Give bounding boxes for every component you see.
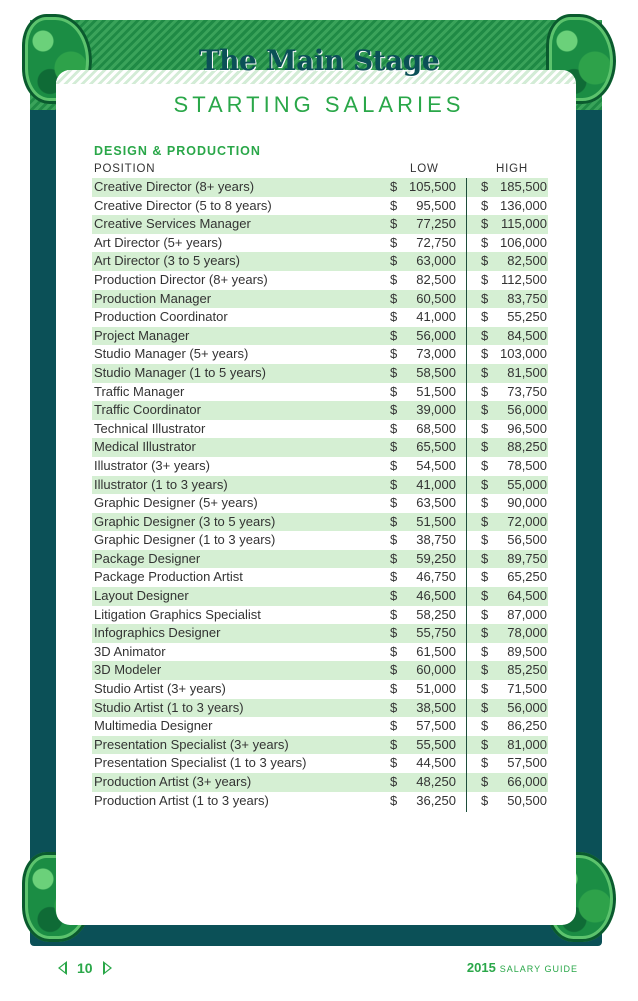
high-amount: 65,250 — [507, 569, 547, 585]
currency-symbol: $ — [390, 476, 398, 492]
position-cell: Medical Illustrator — [94, 439, 196, 455]
high-amount: 89,500 — [507, 643, 547, 659]
currency-symbol: $ — [481, 606, 489, 622]
currency-symbol: $ — [481, 364, 489, 380]
high-amount: 83,750 — [507, 290, 547, 306]
currency-symbol: $ — [481, 513, 489, 529]
position-cell: Technical Illustrator — [94, 420, 206, 436]
low-amount: 46,750 — [416, 569, 456, 585]
section-title: DESIGN & PRODUCTION — [94, 144, 261, 158]
page-navigation — [58, 958, 112, 978]
currency-symbol: $ — [481, 476, 489, 492]
low-amount: 39,000 — [416, 402, 456, 418]
table-row — [92, 550, 548, 569]
low-amount: 77,250 — [416, 216, 456, 232]
low-amount: 55,500 — [416, 736, 456, 752]
low-amount: 65,500 — [416, 439, 456, 455]
table-row — [92, 643, 548, 662]
position-cell: 3D Animator — [94, 643, 166, 659]
high-amount: 78,500 — [507, 457, 547, 473]
currency-symbol: $ — [390, 625, 398, 641]
position-cell: Traffic Manager — [94, 383, 185, 399]
currency-symbol: $ — [390, 457, 398, 473]
high-amount: 82,500 — [507, 253, 547, 269]
low-amount: 72,750 — [416, 234, 456, 250]
table-row — [92, 699, 548, 718]
position-cell: Traffic Coordinator — [94, 402, 201, 418]
high-amount: 55,250 — [507, 309, 547, 325]
low-amount: 58,250 — [416, 606, 456, 622]
high-amount: 55,000 — [507, 476, 547, 492]
position-cell: Litigation Graphics Specialist — [94, 606, 261, 622]
table-row — [92, 271, 548, 290]
high-amount: 81,500 — [507, 364, 547, 380]
low-amount: 82,500 — [416, 271, 456, 287]
low-amount: 38,750 — [416, 532, 456, 548]
position-cell: Multimedia Designer — [94, 718, 213, 734]
low-amount: 59,250 — [416, 550, 456, 566]
currency-symbol: $ — [481, 681, 489, 697]
position-cell: Creative Services Manager — [94, 216, 251, 232]
high-amount: 57,500 — [507, 755, 547, 771]
table-row — [92, 792, 548, 811]
position-cell: Project Manager — [94, 327, 190, 343]
position-cell: Studio Manager (5+ years) — [94, 346, 249, 362]
position-cell: Production Director (8+ years) — [94, 271, 268, 287]
table-row — [92, 736, 548, 755]
high-amount: 112,500 — [500, 271, 547, 287]
position-cell: Illustrator (1 to 3 years) — [94, 476, 228, 492]
table-row — [92, 234, 548, 253]
position-cell: Art Director (3 to 5 years) — [94, 253, 240, 269]
table-row — [92, 420, 548, 439]
low-amount: 41,000 — [416, 309, 456, 325]
high-amount: 85,250 — [507, 662, 547, 678]
currency-symbol: $ — [390, 569, 398, 585]
high-amount: 115,000 — [500, 216, 547, 232]
table-row — [92, 327, 548, 346]
table-row — [92, 513, 548, 532]
guide-name: SALARY GUIDE — [499, 964, 578, 974]
currency-symbol: $ — [390, 439, 398, 455]
low-amount: 54,500 — [416, 457, 456, 473]
currency-symbol: $ — [390, 718, 398, 734]
low-amount: 44,500 — [416, 755, 456, 771]
position-cell: Studio Manager (1 to 5 years) — [94, 364, 266, 380]
brand-title: The Main Stage — [198, 44, 440, 77]
low-amount: 51,000 — [416, 681, 456, 697]
position-cell: Creative Director (8+ years) — [94, 179, 255, 194]
low-amount: 60,000 — [416, 662, 456, 678]
high-amount: 56,000 — [507, 699, 547, 715]
position-cell: Illustrator (3+ years) — [94, 457, 210, 473]
position-cell: Art Director (5+ years) — [94, 234, 223, 250]
currency-symbol: $ — [390, 643, 398, 659]
table-row — [92, 438, 548, 457]
position-cell: Production Artist (1 to 3 years) — [94, 792, 269, 808]
currency-symbol: $ — [390, 662, 398, 678]
guide-year: 2015 — [466, 960, 496, 975]
currency-symbol: $ — [390, 606, 398, 622]
position-cell: Layout Designer — [94, 588, 189, 604]
high-amount: 81,000 — [507, 736, 547, 752]
currency-symbol: $ — [481, 643, 489, 659]
high-amount: 90,000 — [507, 495, 547, 511]
high-amount: 71,500 — [507, 681, 547, 697]
currency-symbol: $ — [481, 718, 489, 734]
currency-symbol: $ — [481, 290, 489, 306]
table-row — [92, 661, 548, 680]
table-row — [92, 401, 548, 420]
currency-symbol: $ — [481, 234, 489, 250]
currency-symbol: $ — [390, 290, 398, 306]
table-row — [92, 215, 548, 234]
currency-symbol: $ — [390, 699, 398, 715]
high-amount: 87,000 — [507, 606, 547, 622]
high-amount: 64,500 — [507, 588, 547, 604]
currency-symbol: $ — [390, 513, 398, 529]
low-amount: 57,500 — [416, 718, 456, 734]
next-page-icon[interactable] — [103, 961, 112, 975]
currency-symbol: $ — [481, 420, 489, 436]
high-amount: 185,500 — [500, 179, 547, 194]
currency-symbol: $ — [390, 420, 398, 436]
position-cell: Studio Artist (3+ years) — [94, 681, 226, 697]
currency-symbol: $ — [481, 625, 489, 641]
currency-symbol: $ — [481, 309, 489, 325]
currency-symbol: $ — [390, 253, 398, 269]
currency-symbol: $ — [390, 364, 398, 380]
currency-symbol: $ — [390, 327, 398, 343]
guide-label — [467, 960, 578, 975]
currency-symbol: $ — [390, 532, 398, 548]
low-amount: 73,000 — [416, 346, 456, 362]
position-cell: Production Manager — [94, 290, 212, 306]
table-row — [92, 624, 548, 643]
currency-symbol: $ — [390, 736, 398, 752]
high-amount: 86,250 — [507, 718, 547, 734]
currency-symbol: $ — [481, 179, 489, 194]
position-cell: Presentation Specialist (1 to 3 years) — [94, 755, 307, 771]
currency-symbol: $ — [390, 681, 398, 697]
high-amount: 88,250 — [507, 439, 547, 455]
position-cell: Package Production Artist — [94, 569, 243, 585]
position-cell: Infographics Designer — [94, 625, 221, 641]
currency-symbol: $ — [390, 216, 398, 232]
currency-symbol: $ — [481, 271, 489, 287]
position-cell: 3D Modeler — [94, 662, 162, 678]
high-amount: 50,500 — [507, 792, 547, 808]
high-amount: 73,750 — [507, 383, 547, 399]
currency-symbol: $ — [481, 588, 489, 604]
currency-symbol: $ — [481, 402, 489, 418]
table-row — [92, 197, 548, 216]
column-header-low: LOW — [410, 163, 439, 175]
currency-symbol: $ — [390, 550, 398, 566]
table-row — [92, 568, 548, 587]
high-amount: 103,000 — [500, 346, 547, 362]
currency-symbol: $ — [390, 383, 398, 399]
position-cell: Package Designer — [94, 550, 201, 566]
currency-symbol: $ — [481, 439, 489, 455]
high-amount: 136,000 — [500, 197, 547, 213]
low-amount: 36,250 — [416, 792, 456, 808]
position-cell: Graphic Designer (5+ years) — [94, 495, 258, 511]
table-row — [92, 717, 548, 736]
currency-symbol: $ — [481, 662, 489, 678]
high-amount: 56,500 — [507, 532, 547, 548]
low-amount: 58,500 — [416, 364, 456, 380]
salary-table — [92, 178, 548, 810]
currency-symbol: $ — [390, 792, 398, 808]
currency-symbol: $ — [481, 774, 489, 789]
low-amount: 51,500 — [416, 513, 456, 529]
previous-page-icon[interactable] — [58, 961, 67, 975]
currency-symbol: $ — [481, 550, 489, 566]
currency-symbol: $ — [481, 532, 489, 548]
position-cell: Presentation Specialist (3+ years) — [94, 736, 289, 752]
table-row — [92, 754, 548, 773]
currency-symbol: $ — [481, 569, 489, 585]
position-cell: Production Coordinator — [94, 309, 228, 325]
currency-symbol: $ — [390, 755, 398, 771]
currency-symbol: $ — [390, 197, 398, 213]
high-amount: 96,500 — [507, 420, 547, 436]
currency-symbol: $ — [481, 495, 489, 511]
column-divider — [466, 178, 467, 812]
table-row — [92, 345, 548, 364]
high-amount: 84,500 — [507, 327, 547, 343]
table-row — [92, 308, 548, 327]
low-amount: 56,000 — [416, 327, 456, 343]
high-amount: 106,000 — [500, 234, 547, 250]
table-row — [92, 290, 548, 309]
currency-symbol: $ — [481, 383, 489, 399]
table-row — [92, 252, 548, 271]
currency-symbol: $ — [481, 736, 489, 752]
high-amount: 56,000 — [507, 402, 547, 418]
low-amount: 105,500 — [409, 179, 456, 194]
currency-symbol: $ — [390, 346, 398, 362]
position-cell: Graphic Designer (1 to 3 years) — [94, 532, 276, 548]
table-row — [92, 457, 548, 476]
currency-symbol: $ — [481, 457, 489, 473]
column-header-position: POSITION — [94, 163, 156, 175]
currency-symbol: $ — [390, 179, 398, 194]
page-number: 10 — [77, 960, 93, 976]
low-amount: 46,500 — [416, 588, 456, 604]
high-amount: 66,000 — [507, 774, 547, 789]
currency-symbol: $ — [481, 699, 489, 715]
table-row — [92, 178, 548, 197]
table-row — [92, 383, 548, 402]
table-row — [92, 364, 548, 383]
high-amount: 78,000 — [507, 625, 547, 641]
high-amount: 72,000 — [507, 513, 547, 529]
currency-symbol: $ — [390, 309, 398, 325]
position-cell: Creative Director (5 to 8 years) — [94, 197, 272, 213]
currency-symbol: $ — [481, 253, 489, 269]
currency-symbol: $ — [390, 774, 398, 789]
position-cell: Graphic Designer (3 to 5 years) — [94, 513, 276, 529]
currency-symbol: $ — [390, 402, 398, 418]
low-amount: 63,000 — [416, 253, 456, 269]
currency-symbol: $ — [481, 755, 489, 771]
currency-symbol: $ — [481, 197, 489, 213]
low-amount: 63,500 — [416, 495, 456, 511]
table-row — [92, 773, 548, 792]
currency-symbol: $ — [390, 588, 398, 604]
low-amount: 48,250 — [416, 774, 456, 789]
table-row — [92, 606, 548, 625]
low-amount: 68,500 — [416, 420, 456, 436]
currency-symbol: $ — [481, 216, 489, 232]
low-amount: 38,500 — [416, 699, 456, 715]
low-amount: 55,750 — [416, 625, 456, 641]
currency-symbol: $ — [390, 234, 398, 250]
low-amount: 51,500 — [416, 383, 456, 399]
table-row — [92, 680, 548, 699]
currency-symbol: $ — [481, 346, 489, 362]
column-header-high: HIGH — [496, 163, 528, 175]
position-cell: Studio Artist (1 to 3 years) — [94, 699, 244, 715]
currency-symbol: $ — [481, 792, 489, 808]
table-row — [92, 531, 548, 550]
currency-symbol: $ — [390, 271, 398, 287]
low-amount: 41,000 — [416, 476, 456, 492]
table-row — [92, 587, 548, 606]
table-row — [92, 494, 548, 513]
page-title: STARTING SALARIES — [173, 92, 465, 117]
low-amount: 95,500 — [416, 197, 456, 213]
currency-symbol: $ — [390, 495, 398, 511]
low-amount: 61,500 — [416, 643, 456, 659]
low-amount: 60,500 — [416, 290, 456, 306]
high-amount: 89,750 — [507, 550, 547, 566]
currency-symbol: $ — [481, 327, 489, 343]
position-cell: Production Artist (3+ years) — [94, 774, 252, 789]
table-row — [92, 476, 548, 495]
